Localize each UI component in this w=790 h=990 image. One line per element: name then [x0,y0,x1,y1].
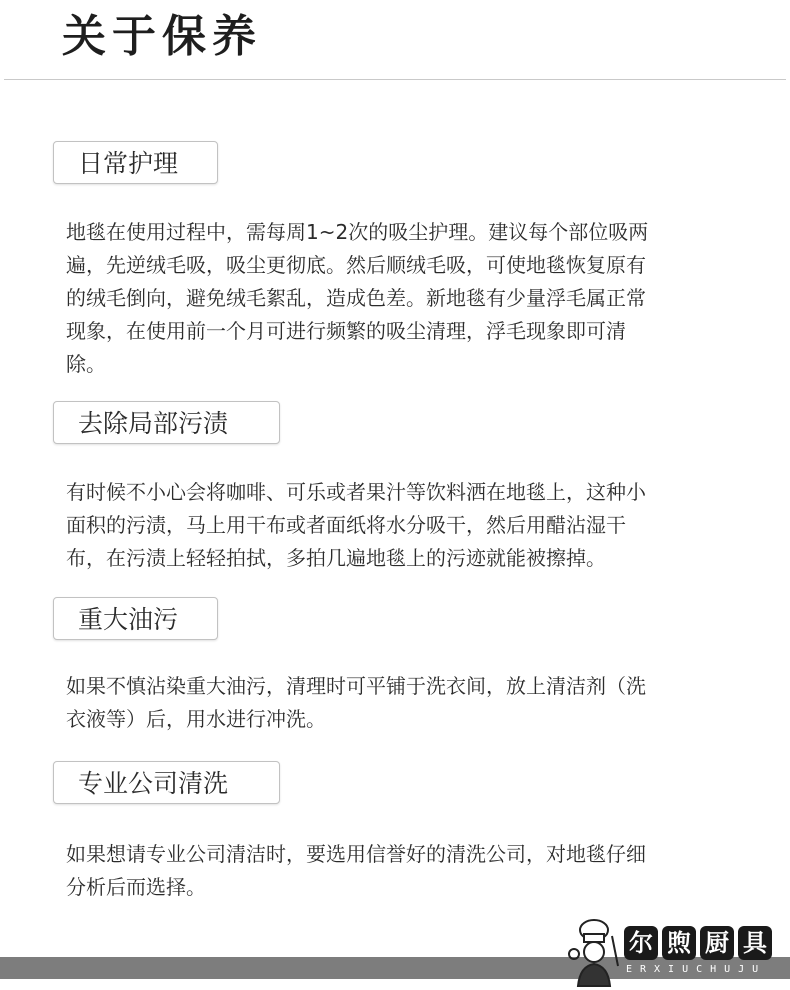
section-paragraph-daily-care [66,216,716,381]
paragraph-line: 现象，在使用前一个月可进行频繁的吸尘清理，浮毛现象即可清 [66,319,626,343]
brand-logo [558,914,790,990]
paragraph-line: 有时候不小心会将咖啡、可乐或者果汁等饮料洒在地毯上，这种小 [66,480,646,504]
section-heading-stain-removal: 去除局部污渍 [53,401,280,444]
logo-char: 具 [738,926,772,960]
section-paragraph-professional-cleaning [66,838,716,904]
logo-subtitle: ERXIUCHUJU [626,964,767,975]
paragraph-line: 地毯在使用过程中，需每周1~2次的吸尘护理。建议每个部位吸两 [66,220,649,244]
paragraph-line: 面积的污渍，马上用干布或者面纸将水分吸干，然后用醋沾湿干 [66,513,626,537]
paragraph-line: 布，在污渍上轻轻拍拭，多拍几遍地毯上的污迹就能被擦掉。 [66,546,606,570]
section-heading-heavy-oil: 重大油污 [53,597,218,640]
paragraph-line: 遍，先逆绒毛吸，吸尘更彻底。然后顺绒毛吸，可使地毯恢复原有 [66,253,646,277]
paragraph-line: 除。 [66,352,106,376]
chef-icon [564,916,622,988]
paragraph-line: 的绒毛倒向，避免绒毛絮乱，造成色差。新地毯有少量浮毛属正常 [66,286,646,310]
logo-char: 厨 [700,926,734,960]
logo-char: 煦 [662,926,696,960]
section-heading-professional-cleaning: 专业公司清洗 [53,761,280,804]
section-paragraph-stain-removal [66,476,716,575]
page-title: 关于保养 [62,11,262,62]
paragraph-line: 分析后而选择。 [66,875,206,899]
section-heading-daily-care: 日常护理 [53,141,218,184]
paragraph-line: 如果不慎沾染重大油污，清理时可平铺于洗衣间，放上清洁剂（洗 [66,674,646,698]
logo-char: 尔 [624,926,658,960]
paragraph-line: 衣液等）后，用水进行冲洗。 [66,707,326,731]
section-paragraph-heavy-oil [66,670,716,736]
logo-characters [624,926,772,960]
title-divider [4,79,786,80]
paragraph-line: 如果想请专业公司清洁时，要选用信誉好的清洗公司，对地毯仔细 [66,842,646,866]
